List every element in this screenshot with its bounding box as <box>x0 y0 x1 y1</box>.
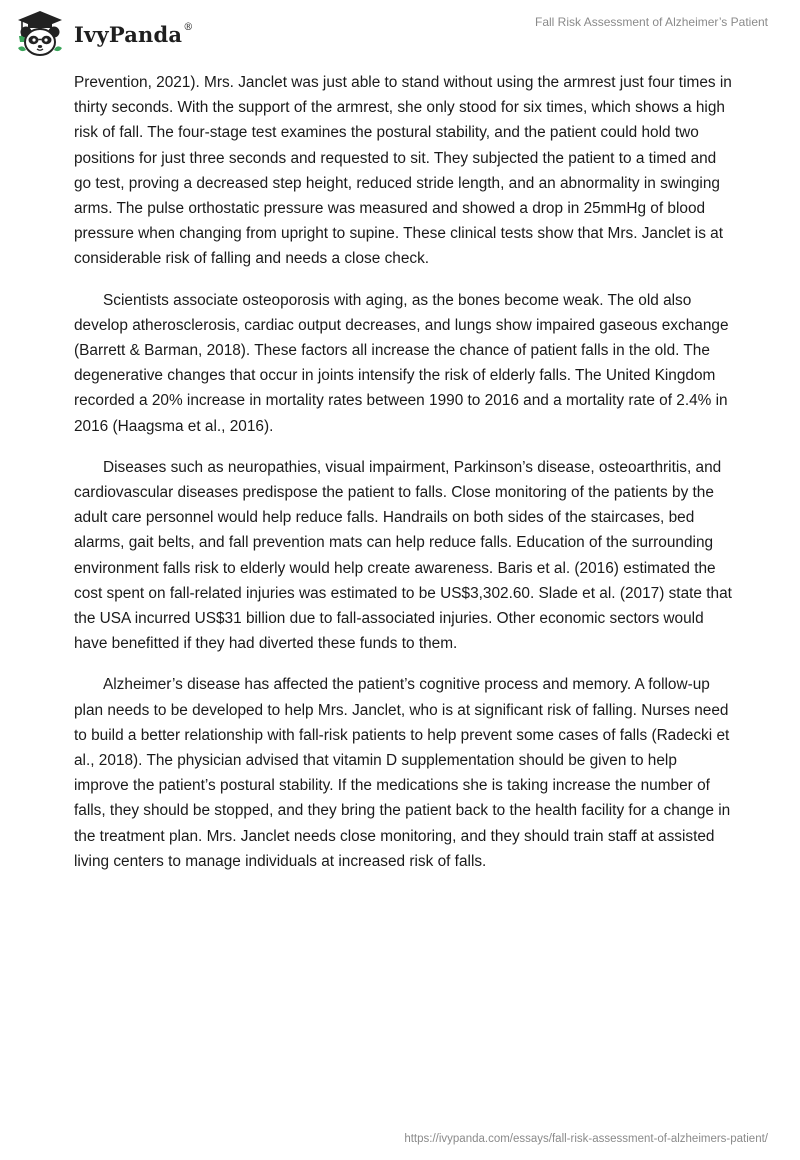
source-url-link[interactable]: https://ivypanda.com/essays/fall-risk-assessment-of-alzheimers-patient/ <box>404 1133 768 1145</box>
paragraph-2: Scientists associate osteoporosis with aging, as the bones become weak. The old also develop atherosclerosis, cardiac output decreases, and lungs show impaired gaseous exchange (Barrett & Barman, 2018). These factors all increase the chance of patient falls in the old. The degenerative changes that occur in joints intensify the risk of elderly falls. The United Kingdom recorded a 20% increase in mortality rates between 1990 to 2016 and a mortality rate of 2.4% in 2016 (Haagsma et al., 2016). <box>74 291 729 435</box>
document-title: Fall Risk Assessment of Alzheimer’s Patient <box>535 15 768 29</box>
paragraph-4: Alzheimer’s disease has affected the patient’s cognitive process and memory. A follow-up plan needs to be developed to help Mrs. Janclet, who is at significant risk of falling. Nurses need to build a better relationship with fall-risk patients to help prevent some cases of falls (Radecki et al., 2018). The physician advised that vitamin D supplementation should be given to help improve the patient’s postural stability. If the medications she is taking increase the number of falls, they should be stopped, and they bring the patient back to the health facility for a change in the treatment plan. Mrs. Janclet needs close monitoring, and they should train staff at assisted living centers to manage individuals at increased risk of falls. <box>74 676 731 870</box>
essay-body <box>74 70 734 890</box>
page-header <box>0 0 800 66</box>
panda-graduate-icon <box>14 8 66 60</box>
paragraph-1: Prevention, 2021). Mrs. Janclet was just able to stand without using the armrest just four times in thirty seconds. With the support of the armrest, she only stood for six times, which shows a high risk of fall. The four-stage test examines the postural stability, and the patient could hold two positions for just three seconds and requested to sit. They subjected the patient to a timed and go test, proving a decreased step height, reduced stride length, and an abnormality in swinging arms. The pulse orthostatic pressure was measured and showed a drop in 25mmHg of blood pressure when changing from upright to supine. These clinical tests show that Mrs. Janclet is at considerable risk of falling and needs a close check. <box>74 74 732 268</box>
paragraph-3: Diseases such as neuropathies, visual impairment, Parkinson’s disease, osteoarthritis, and cardiovascular diseases predispose the patient to falls. Close monitoring of the patients by the adult care personnel would help reduce falls. Handrails on both sides of the staircases, bed alarms, gait belts, and fall prevention mats can help reduce falls. Education of the surrounding environment falls risk to elderly would help create awareness. Baris et al. (2016) estimated the cost spent on fall-related injuries was estimated to be US$3,302.60. Slade et al. (2017) state that the USA incurred US$31 billion due to fall-associated injuries. Other economic sectors would have benefitted if they had diverted these funds to them. <box>74 458 732 653</box>
registered-mark: ® <box>183 21 194 33</box>
logo-wordmark: IvyPanda® <box>74 21 194 47</box>
ivypanda-logo[interactable] <box>14 8 193 60</box>
